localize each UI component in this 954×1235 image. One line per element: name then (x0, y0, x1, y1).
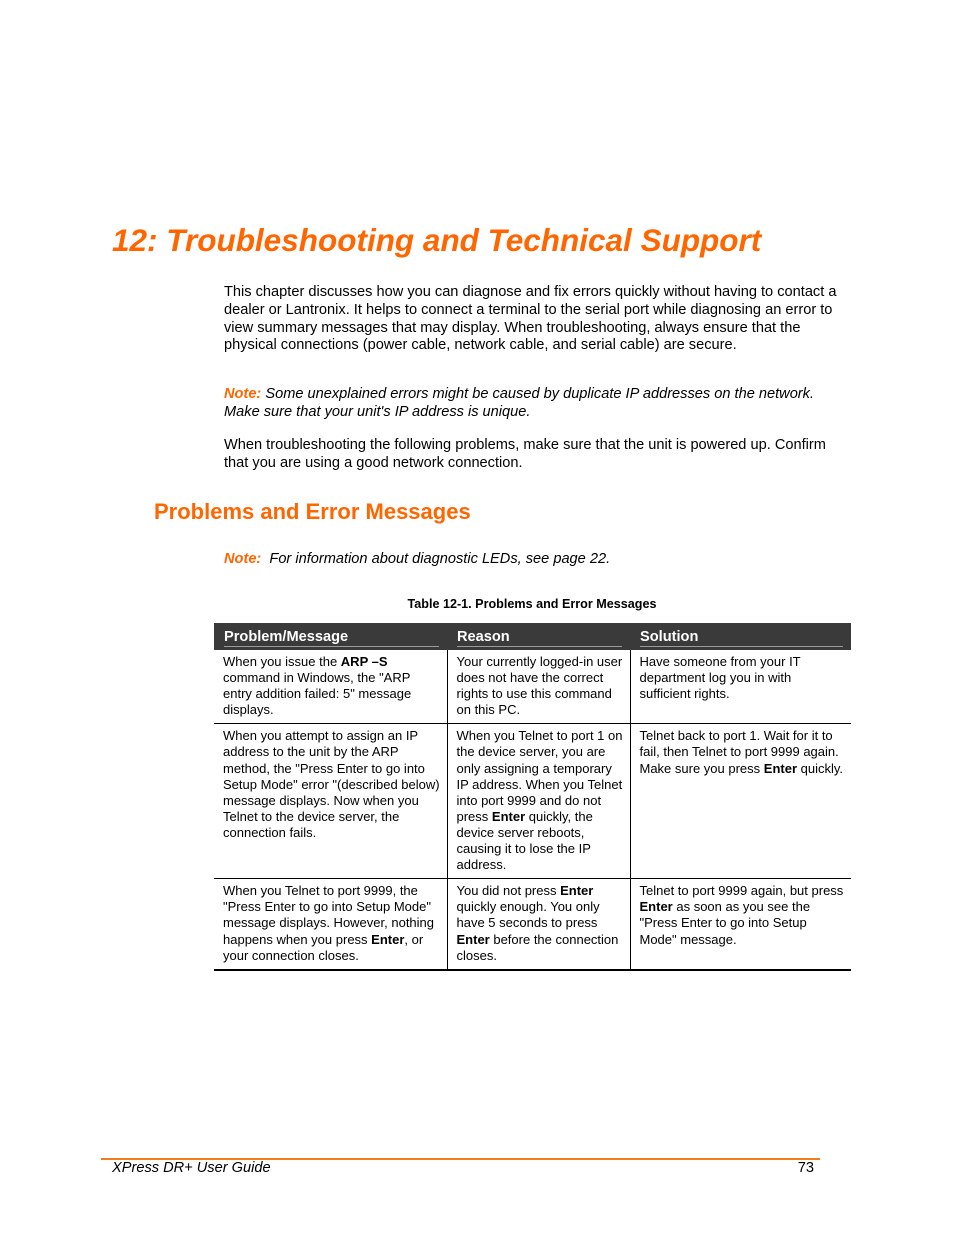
chapter-note (224, 386, 844, 422)
cell-text: When you issue the (223, 654, 341, 669)
header-reason-label: Reason (457, 626, 622, 647)
cell-solution (630, 650, 851, 724)
chapter-note-block (224, 386, 844, 422)
cell-reason (447, 879, 630, 970)
cell-text: Telnet back to port 1. Wait for it to fail, then Telnet to port 9999 again. Make sure you press (639, 728, 839, 776)
header-problem (214, 623, 447, 650)
intro-paragraph: This chapter discusses how you can diagnose and fix errors quickly without having to contact a dealer or Lantronix. It helps to connect a terminal to the serial port while diagnosing an error to view summary messages that may display. When troubleshooting, always ensure that the physical connections (power cable, network cable, and serial cable) are secure. (224, 284, 837, 354)
chapter-title: 12: Troubleshooting and Technical Support (112, 222, 762, 258)
cell-solution (630, 724, 851, 879)
table-row (214, 879, 851, 970)
cell-text: , or your connection closes. (223, 931, 424, 963)
table-caption: Table 12-1. Problems and Error Messages (407, 597, 657, 611)
section-note (224, 551, 844, 569)
section-title: Problems and Error Messages (154, 499, 471, 524)
cell-text: quickly. (797, 760, 844, 776)
section-note-text: For information about diagnostic LEDs, see page 22. (269, 551, 611, 567)
header-reason (447, 623, 630, 650)
section-note-block (224, 551, 844, 569)
powered-up-block (224, 437, 844, 473)
cell-bold-text: Enter (560, 883, 594, 899)
problems-table (214, 623, 851, 971)
cell-problem (214, 650, 447, 724)
cell-text: Your currently logged-in user does not have the correct rights to use this command on this PC. (456, 654, 623, 718)
table-row (214, 650, 851, 724)
cell-bold-text: Enter (763, 760, 798, 776)
cell-bold-text: Enter (456, 931, 490, 947)
powered-up-paragraph: When troubleshooting the following problems, make sure that the unit is powered up. Confirm that you are using a good network connection. (224, 437, 826, 471)
cell-text: When you attempt to assign an IP address to the unit by the ARP method, the "Press Enter to go into Setup Mode" error "(described below) message displays. Now when you Telnet to the device server, the connection fails. (223, 728, 440, 840)
header-problem-label: Problem/Message (224, 626, 439, 647)
note-label: Note: (224, 386, 262, 402)
cell-reason (447, 724, 630, 879)
cell-reason (447, 650, 630, 724)
note-text: Some unexplained errors might be caused by duplicate IP addresses on the network. Make sure that your unit's IP address is unique. (224, 386, 815, 420)
footer-page-number: 73 (797, 1160, 814, 1176)
cell-text: before the connection closes. (456, 931, 619, 963)
cell-problem (214, 724, 447, 879)
cell-bold-text: ARP –S (340, 654, 388, 669)
footer-guide-title: XPress DR+ User Guide (112, 1160, 271, 1176)
header-solution-label: Solution (640, 626, 843, 647)
table-row (214, 724, 851, 879)
header-solution (630, 623, 851, 650)
cell-text: quickly enough. You only have 5 seconds to press (456, 899, 600, 931)
cell-text: as soon as you see the "Press Enter to go into Setup Mode" message. (639, 899, 811, 947)
cell-text: Have someone from your IT department log you in with sufficient rights. (639, 654, 801, 702)
cell-text: command in Windows, the "ARP entry addition failed: 5" message displays. (223, 670, 412, 718)
cell-text: When you Telnet to port 9999, the "Press Enter to go into Setup Mode" message displays. However, nothing happens when you press (223, 883, 435, 947)
chapter-intro-block (224, 284, 844, 355)
cell-text: Telnet to port 9999 again, but press (639, 883, 844, 899)
cell-bold-text: Enter (371, 931, 405, 947)
cell-solution (630, 879, 851, 970)
cell-problem (214, 879, 447, 970)
cell-text: You did not press (456, 883, 561, 899)
cell-bold-text: Enter (639, 899, 673, 915)
section-note-label: Note: (224, 551, 262, 567)
table-header-row (214, 623, 851, 650)
cell-text: quickly, the device server reboots, causing it to lose the IP address. (456, 808, 593, 873)
cell-text: When you Telnet to port 1 on the device server, you are only assigning a temporary IP address. When you Telnet into port 9999 and do not press (456, 728, 623, 824)
cell-bold-text: Enter (491, 808, 526, 824)
